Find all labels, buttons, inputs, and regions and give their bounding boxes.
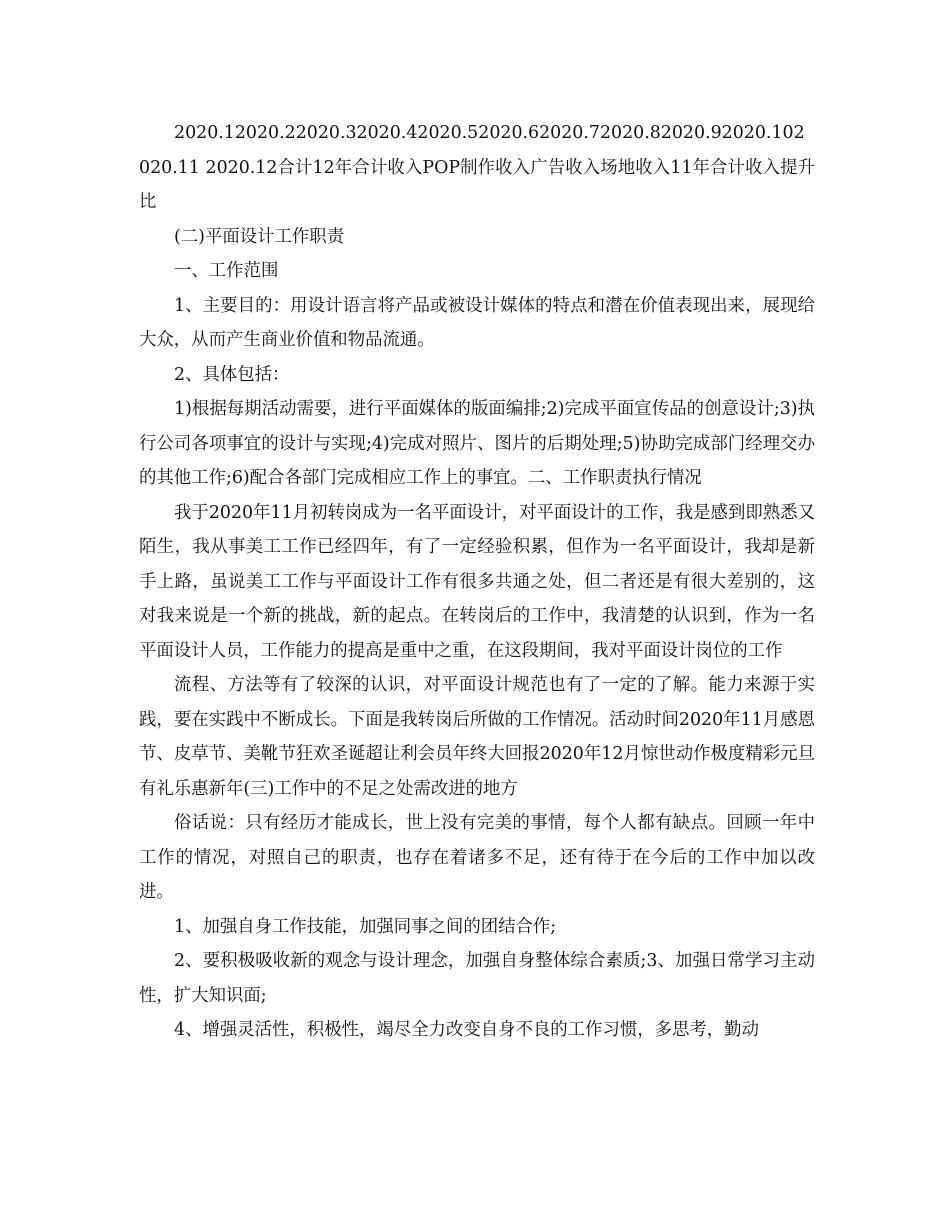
paragraph-work-scope-heading: 一、工作范围 xyxy=(174,261,279,281)
paragraph-transfer-narrative: 我于2020年11月初转岗成为一名平面设计，对平面设计的工作，我是感到即熟悉又陌生，我从事美工工作已经四年，有了一定经验积累，但作为一名平面设计，我却是新手上路，虽说美工工作与平面设计工作有很多共通之处，但二者还是有很大差别的，这对我来说是一个新的挑战，新的起点。在转岗后的工作中，我清楚的认识到，作为一名平面设计人员，工作能力的提高是重中之重，在这段期间，我对平面设计岗位的工作 xyxy=(139,502,815,661)
paragraph-revenue-table-text: 2020.12020.22020.32020.42020.52020.62020.72020.82020.92020.102020.11 2020.12合计12年合计收入POP制作收入广告收入场地收入11年合计收入提升比 xyxy=(139,123,815,212)
paragraph-improvement-1: 1、加强自身工作技能，加强同事之间的团结合作; xyxy=(174,916,557,937)
document-body xyxy=(139,116,815,1048)
paragraph-specifics-heading: 2、具体包括： xyxy=(174,364,290,385)
paragraph-improvement-4: 4、增强灵活性，积极性，竭尽全力改变自身不良的工作习惯，多思考，勤动 xyxy=(174,1020,759,1040)
paragraph-shortcomings: 俗话说：只有经历才能成长，世上没有完美的事情，每个人都有缺点。回顾一年中工作的情况，对照自己的职责，也存在着诸多不足，还有待于在今后的工作中加以改进。 xyxy=(139,813,815,902)
paragraph-specifics-list: 1)根据每期活动需要，进行平面媒体的版面编排;2)完成平面宣传品的创意设计;3)执行公司各项事宜的设计与实现;4)完成对照片、图片的后期处理;5)协助完成部门经理交办的其他工作;6)配合各部门完成相应工作上的事宜。二、工作职责执行情况 xyxy=(139,399,815,488)
paragraph-section-heading: (二)平面设计工作职责 xyxy=(174,226,345,247)
paragraph-improvement-2-3: 2、要积极吸收新的观念与设计理念，加强自身整体综合素质;3、加强日常学习主动性，扩大知识面; xyxy=(139,951,815,1006)
paragraph-main-purpose: 1、主要目的：用设计语言将产品或被设计媒体的特点和潜在价值表现出来，展现给大众，从而产生商业价值和物品流通。 xyxy=(139,295,815,350)
paragraph-process-understanding: 流程、方法等有了较深的认识，对平面设计规范也有了一定的了解。能力来源于实践，要在实践中不断成长。下面是我转岗后所做的工作情况。活动时间2020年11月感恩节、皮草节、美靴节狂欢圣诞超让利会员年终大回报2020年12月惊世动作极度精彩元旦有礼乐惠新年(三)工作中的不足之处需改进的地方 xyxy=(139,675,815,799)
